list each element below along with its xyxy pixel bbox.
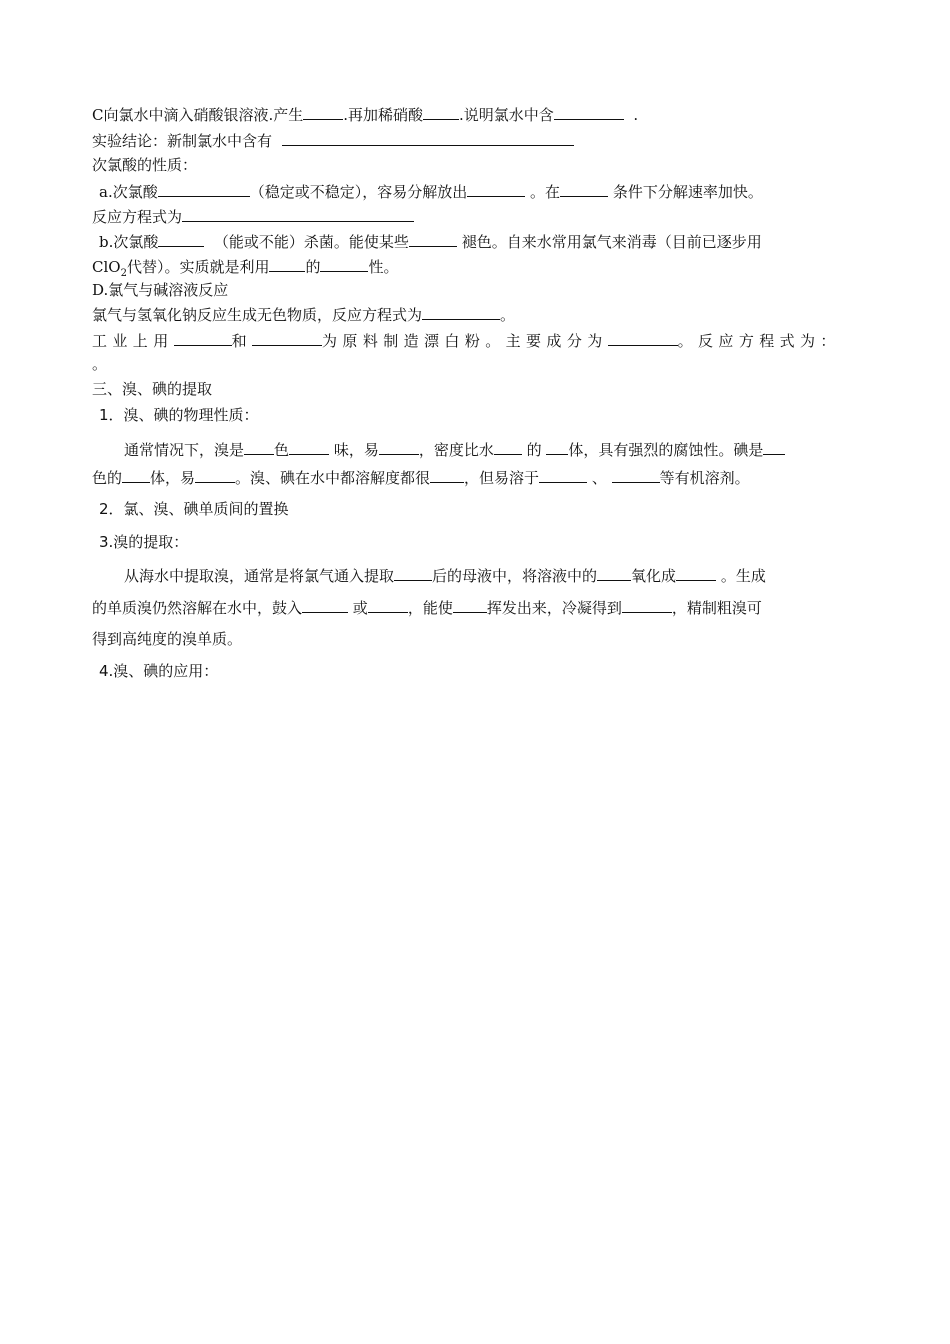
answer-blank[interactable] [453,597,487,613]
answer-blank[interactable] [158,181,250,197]
answer-blank[interactable] [676,565,716,581]
answer-blank[interactable] [282,130,574,146]
answer-blank[interactable] [302,597,348,613]
answer-blank[interactable] [539,467,587,483]
answer-blank[interactable] [158,231,204,247]
line-hclo-stability: a.次氯酸 （稳定或不稳定），容易分解放出 。在 条件下分解速率加快。 [99,183,763,201]
answer-blank[interactable] [467,181,525,197]
answer-blank[interactable] [422,304,500,320]
answer-blank[interactable] [244,439,274,455]
line-extraction-2: 的单质溴仍然溶解在水中，鼓入 或 ，能使 挥发出来，冷凝得到 ，精制粗溴可 [92,599,762,617]
answer-blank[interactable] [252,330,322,346]
section-heading-bromine-iodine: 三、溴、碘的提取 [92,380,213,398]
answer-blank[interactable] [608,330,678,346]
heading-bromine-extraction: 3.溴的提取： [99,533,189,551]
line-hclo-equation: 反应方程式为 [92,206,414,227]
answer-blank[interactable] [368,597,408,613]
answer-blank[interactable] [763,439,785,455]
line-clo2: ClO$_2$代替）。实质就是利用 的 性。 [92,258,399,279]
line-hclo-properties-heading: 次氯酸的性质： [92,156,198,174]
answer-blank[interactable] [560,181,608,197]
line-bleaching-powder: 工业上用 和 为原料制造漂白粉。主要成分为 。反应方程式为： [92,332,841,350]
answer-blank[interactable] [269,256,305,272]
line-extraction-1: 从海水中提取溴，通常是将氯气通入提取 后的母液中，将溶液中的 氧化成 。生成 [124,567,766,585]
answer-blank[interactable] [320,256,368,272]
answer-blank[interactable] [546,439,568,455]
answer-blank[interactable] [494,439,522,455]
answer-blank[interactable] [195,467,235,483]
answer-blank[interactable] [303,104,343,120]
heading-halogen-displacement: 2．氯、溴、碘单质间的置换 [99,500,289,518]
line-extraction-3: 得到高纯度的溴单质。 [92,630,243,648]
line-section-d: D.氯气与碱溶液反应 [92,281,229,299]
answer-blank[interactable] [423,104,459,120]
answer-blank[interactable] [430,467,464,483]
answer-blank[interactable] [394,565,432,581]
answer-blank[interactable] [554,104,624,120]
line-silver-nitrate-test: C向氯水中滴入硝酸银溶液.产生 .再加稀硝酸 .说明氯水中含 . [92,106,639,124]
answer-blank[interactable] [174,330,232,346]
line-naoh-reaction: 氯气与氢氧化钠反应生成无色物质，反应方程式为 。 [92,306,516,324]
answer-blank[interactable] [379,439,419,455]
line-hclo-bleaching: b.次氯酸 （能或不能）杀菌。能使某些 褪色。自来水常用氯气来消毒（目前已逐步用 [99,233,762,251]
answer-blank[interactable] [182,206,414,222]
line-experiment-conclusion: 实验结论：新制氯水中含有 [92,130,574,151]
answer-blank[interactable] [622,597,672,613]
answer-blank[interactable] [612,467,660,483]
heading-applications: 4.溴、碘的应用： [99,662,219,680]
answer-blank[interactable] [289,439,329,455]
line-bromine-properties: 通常情况下，溴是 色 味，易 ，密度比水 的 体，具有强烈的腐蚀性。碘是 [124,439,785,460]
line-iodine-properties: 色的 体，易 。溴、碘在水中都溶解度都很 ，但易溶于 、 等有机溶剂。 [92,469,750,487]
line-period: 。 [92,355,108,373]
answer-blank[interactable] [597,565,631,581]
answer-blank[interactable] [409,231,457,247]
heading-physical-properties: 1．溴、碘的物理性质： [99,406,259,424]
answer-blank[interactable] [122,467,150,483]
